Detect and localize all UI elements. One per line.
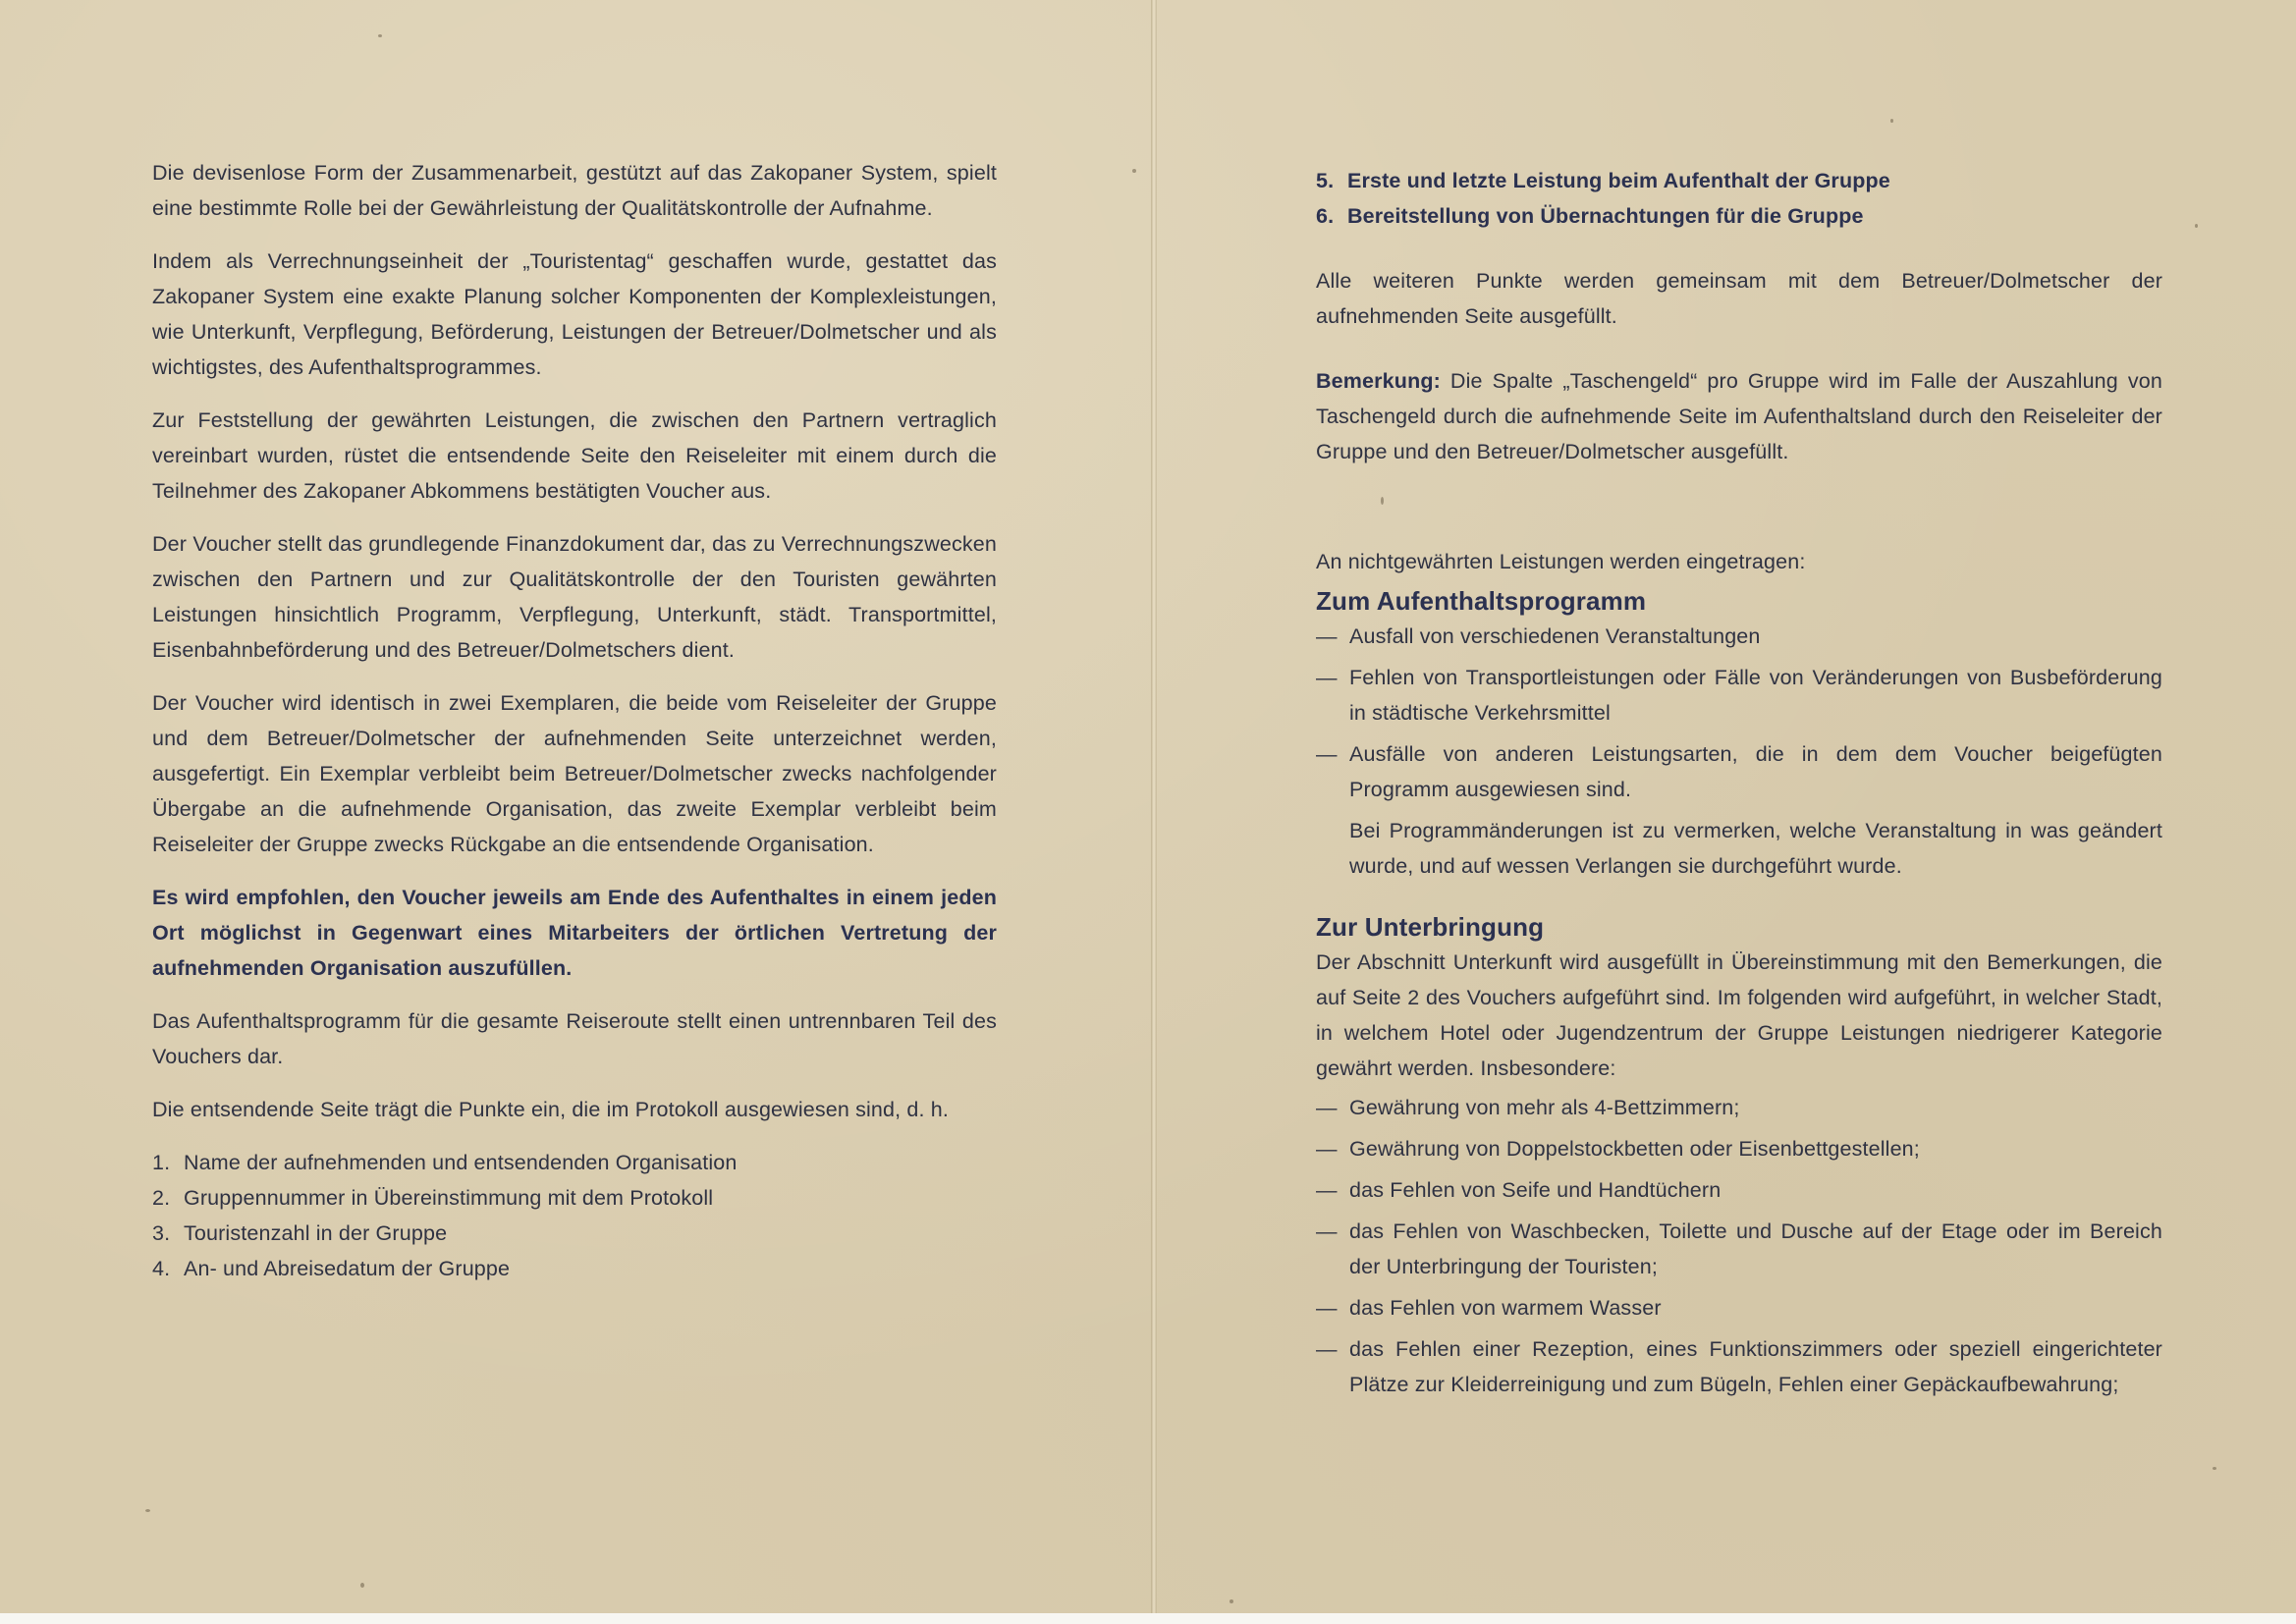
item-text: das Fehlen von Seife und Handtüchern <box>1349 1178 1722 1202</box>
dash-bullet: — <box>1316 666 1338 689</box>
list-item <box>1316 198 2162 234</box>
paragraph: An nichtgewährten Leistungen werden eingetragen: <box>1316 550 1806 573</box>
dash-bullet: — <box>1316 1096 1338 1119</box>
item-text: das Fehlen von warmem Wasser <box>1349 1296 1662 1320</box>
dash-bullet: — <box>1316 1296 1338 1320</box>
item-text: Touristenzahl in der Gruppe <box>184 1221 448 1245</box>
item-text: Name der aufnehmenden und entsendenden Organisation <box>184 1151 738 1174</box>
item-text: Ausfall von verschiedenen Veranstaltungen <box>1349 624 1761 648</box>
dash-bullet: — <box>1316 1219 1338 1243</box>
list-item <box>1316 736 2162 807</box>
paper-speck <box>360 1583 364 1588</box>
paper-speck <box>378 34 382 37</box>
paper-speck <box>2213 1467 2216 1470</box>
paragraph: Die entsendende Seite trägt die Punkte ein, die im Protokoll ausgewiesen sind, d. h. <box>152 1098 949 1121</box>
protocol-points-list <box>152 1145 997 1286</box>
list-item <box>1316 163 2162 198</box>
paragraph: Alle weiteren Punkte werden gemeinsam mit dem Betreuer/Dolmetscher der aufnehmenden Seite ausgefüllt. <box>1316 269 2162 328</box>
dash-bullet: — <box>1316 742 1338 766</box>
accommodation-items-list <box>1316 1090 2162 1402</box>
list-item <box>1316 660 2162 731</box>
list-item <box>1316 1090 2162 1125</box>
section-heading-program: Zum Aufenthaltsprogramm <box>1316 586 1647 616</box>
item-text: Gruppennummer in Übereinstimmung mit dem Protokoll <box>184 1186 714 1210</box>
item-text: Erste und letzte Leistung beim Aufenthalt der Gruppe <box>1347 169 1890 192</box>
program-change-note <box>1316 813 2162 884</box>
paragraph: Indem als Verrechnungseinheit der „Touristentag“ geschaffen wurde, gestattet das Zakopaner System eine exakte Planung solcher Komponenten der Komplexleistungen, wie Unterkunft, Verpflegung, Beförderung, Leistungen der Betreuer/Dolmetscher und als wichtigstes, des Aufenthaltsprogrammes. <box>152 249 997 379</box>
section-heading-accommodation: Zur Unterbringung <box>1316 912 1545 942</box>
paper-speck <box>2195 224 2198 228</box>
item-text: An- und Abreisedatum der Gruppe <box>184 1257 511 1280</box>
item-text: Gewährung von Doppelstockbetten oder Eisenbettgestellen; <box>1349 1137 1920 1161</box>
item-text: Gewährung von mehr als 4-Bettzimmern; <box>1349 1096 1740 1119</box>
list-item <box>152 1251 997 1286</box>
list-item <box>1316 1331 2162 1402</box>
list-item <box>152 1145 997 1180</box>
list-item <box>152 1216 997 1251</box>
paragraph: Der Voucher stellt das grundlegende Finanzdokument dar, das zu Verrechnungszwecken zwischen den Partnern und zur Qualitätskontrolle der den Touristen gewährten Leistungen hinsichtlich Programm, Verpflegung, Unterkunft, städt. Transportmittel, Eisenbahnbeförderung und des Betreuer/Dolmetschers dient. <box>152 532 997 662</box>
list-item <box>1316 1290 2162 1326</box>
paper-speck <box>1230 1599 1233 1603</box>
protocol-points-list-continued <box>1316 163 2162 234</box>
paper-speck <box>1890 119 1893 123</box>
dash-bullet: — <box>1316 624 1338 648</box>
left-page <box>152 155 997 1286</box>
item-number: 3. <box>152 1221 171 1245</box>
remark-text: Die Spalte „Taschengeld“ pro Gruppe wird im Falle der Auszahlung von Taschengeld durch die aufnehmende Seite im Aufenthaltsland durch den Reiseleiter der Gruppe und den Betreuer/Dolmetscher ausgefüllt. <box>1316 369 2162 463</box>
item-number: 1. <box>152 1151 171 1174</box>
dash-bullet: — <box>1316 1337 1338 1361</box>
item-text: Fehlen von Transportleistungen oder Fälle von Veränderungen von Busbeförderung in städtische Verkehrsmittel <box>1349 666 2162 725</box>
paper-speck <box>1132 169 1136 173</box>
item-number: 2. <box>152 1186 171 1210</box>
paragraph: Das Aufenthaltsprogramm für die gesamte Reiseroute stellt einen untrennbaren Teil des Vouchers dar. <box>152 1009 997 1068</box>
list-item <box>1316 1131 2162 1166</box>
item-text: Bereitstellung von Übernachtungen für die Gruppe <box>1347 204 1864 228</box>
right-page <box>1316 163 2162 1408</box>
remark-label: Bemerkung: <box>1316 369 1441 393</box>
list-item <box>1316 1172 2162 1208</box>
remark-paragraph <box>1316 363 2162 469</box>
paragraph: Der Abschnitt Unterkunft wird ausgefüllt in Übereinstimmung mit den Bemerkungen, die auf Seite 2 des Vouchers aufgeführt sind. Im folgenden wird aufgeführt, in welcher Stadt, in welchem Hotel oder Jugendzentrum der Gruppe Leistungen niedrigerer Kategorie gewährt werden. Insbesondere: <box>1316 950 2162 1080</box>
dash-bullet: — <box>1316 1178 1338 1202</box>
item-number: 6. <box>1316 204 1335 228</box>
dash-bullet: — <box>1316 1137 1338 1161</box>
item-text: Ausfälle von anderen Leistungsarten, die in dem dem Voucher beigefügten Programm ausgewiesen sind. <box>1349 742 2162 801</box>
note-text: Bei Programmänderungen ist zu vermerken, welche Veranstaltung in was geändert wurde, und auf wessen Verlangen sie durchgeführt wurde. <box>1349 819 2162 878</box>
list-item <box>1316 619 2162 654</box>
paragraph: Die devisenlose Form der Zusammenarbeit, gestützt auf das Zakopaner System, spielt eine bestimmte Rolle bei der Gewährleistung der Qualitätskontrolle der Aufnahme. <box>152 161 997 220</box>
item-number: 5. <box>1316 169 1335 192</box>
item-text: das Fehlen von Waschbecken, Toilette und Dusche auf der Etage oder im Bereich der Unterbringung der Touristen; <box>1349 1219 2162 1278</box>
paragraph: Zur Feststellung der gewährten Leistungen, die zwischen den Partnern vertraglich vereinbart wurden, rüstet die entsendende Seite den Reiseleiter mit einem durch die Teilnehmer des Zakopaner Abkommens bestätigten Voucher aus. <box>152 408 997 503</box>
item-text: das Fehlen einer Rezeption, eines Funktionszimmers oder speziell eingerichteter Plätze zur Kleiderreinigung und zum Bügeln, Fehlen einer Gepäckaufbewahrung; <box>1349 1337 2162 1396</box>
center-fold <box>1151 0 1157 1613</box>
list-item <box>1316 1214 2162 1284</box>
item-number: 4. <box>152 1257 171 1280</box>
list-item <box>152 1180 997 1216</box>
recommendation-paragraph: Es wird empfohlen, den Voucher jeweils am Ende des Aufenthaltes in einem jeden Ort möglichst in Gegenwart eines Mitarbeiters der örtlichen Vertretung der aufnehmenden Organisation auszufüllen. <box>152 886 997 980</box>
paper-speck <box>1381 497 1384 505</box>
paragraph: Der Voucher wird identisch in zwei Exemplaren, die beide vom Reiseleiter der Gruppe und dem Betreuer/Dolmetscher der aufnehmenden Seite unterzeichnet werden, ausgefertigt. Ein Exemplar verbleibt beim Betreuer/Dolmetscher zwecks nachfolgender Übergabe an die aufnehmende Organisation, das zweite Exemplar verbleibt beim Reiseleiter der Gruppe zwecks Rückgabe an die entsendende Organisation. <box>152 691 997 856</box>
program-items-list <box>1316 619 2162 807</box>
paper-speck <box>145 1509 150 1512</box>
